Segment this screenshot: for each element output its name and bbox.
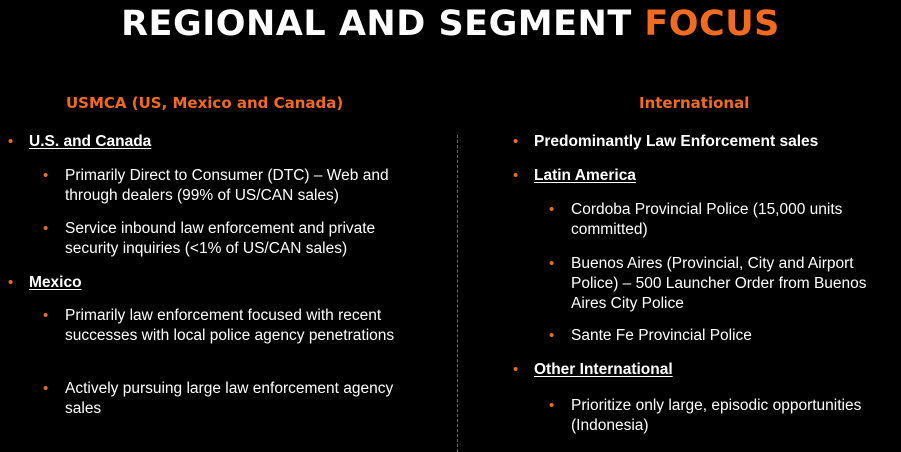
bullet-large-agency	[43, 379, 423, 419]
bullet-text: Other International	[534, 361, 673, 378]
bullet-text: Latin America	[534, 167, 636, 184]
bullet-icon: •	[549, 397, 555, 414]
bullet-inbound	[43, 219, 423, 259]
bullet-text: Primarily Direct to Consumer (DTC) – Web and through dealers (99% of US/CAN sales)	[65, 167, 389, 204]
bullet-icon: •	[549, 327, 555, 344]
bullet-text: Service inbound law enforcement and private security inquiries (<1% of US/CAN sales)	[65, 220, 376, 257]
bullet-text: U.S. and Canada	[29, 133, 152, 150]
bullet-text: Predominantly Law Enforcement sales	[534, 133, 819, 150]
bullet-latin-america	[513, 166, 893, 186]
bullet-cordoba	[549, 200, 879, 240]
bullet-icon: •	[43, 220, 49, 237]
bullet-us-canada	[8, 132, 408, 152]
bullet-prioritize	[549, 396, 889, 436]
bullet-icon: •	[513, 133, 519, 150]
bullet-text: Primarily law enforcement focused with recent successes with local police agency penetrations	[65, 307, 395, 344]
bullet-text: Mexico	[29, 274, 82, 291]
bullet-icon: •	[8, 133, 14, 150]
title-accent: FOCUS	[644, 4, 780, 44]
bullet-text: Prioritize only large, episodic opportunities (Indonesia)	[571, 397, 862, 434]
usmca-heading: USMCA (US, Mexico and Canada)	[66, 94, 344, 112]
bullet-buenos-aires	[549, 254, 889, 314]
international-heading: International	[639, 94, 750, 112]
bullet-mexico	[8, 273, 408, 293]
bullet-text: Cordoba Provincial Police (15,000 units committed)	[571, 201, 843, 238]
bullet-text: Actively pursuing large law enforcement agency sales	[65, 380, 394, 417]
bullet-text: Buenos Aires (Provincial, City and Airport Police) – 500 Launcher Order from Buenos Aires City Police	[571, 255, 867, 312]
bullet-icon: •	[43, 380, 49, 397]
slide-title	[0, 2, 901, 46]
bullet-icon: •	[549, 255, 555, 272]
bullet-predominantly	[513, 132, 893, 152]
bullet-icon: •	[8, 274, 14, 291]
bullet-icon: •	[513, 167, 519, 184]
bullet-text: Sante Fe Provincial Police	[571, 327, 752, 344]
bullet-icon: •	[549, 201, 555, 218]
bullet-other-international	[513, 360, 893, 380]
bullet-dtc	[43, 166, 423, 206]
title-main: REGIONAL AND SEGMENT	[121, 4, 645, 44]
column-divider	[457, 135, 458, 452]
bullet-icon: •	[43, 167, 49, 184]
bullet-icon: •	[513, 361, 519, 378]
bullet-santa-fe	[549, 326, 879, 346]
bullet-law-enforcement	[43, 306, 423, 346]
bullet-icon: •	[43, 307, 49, 324]
